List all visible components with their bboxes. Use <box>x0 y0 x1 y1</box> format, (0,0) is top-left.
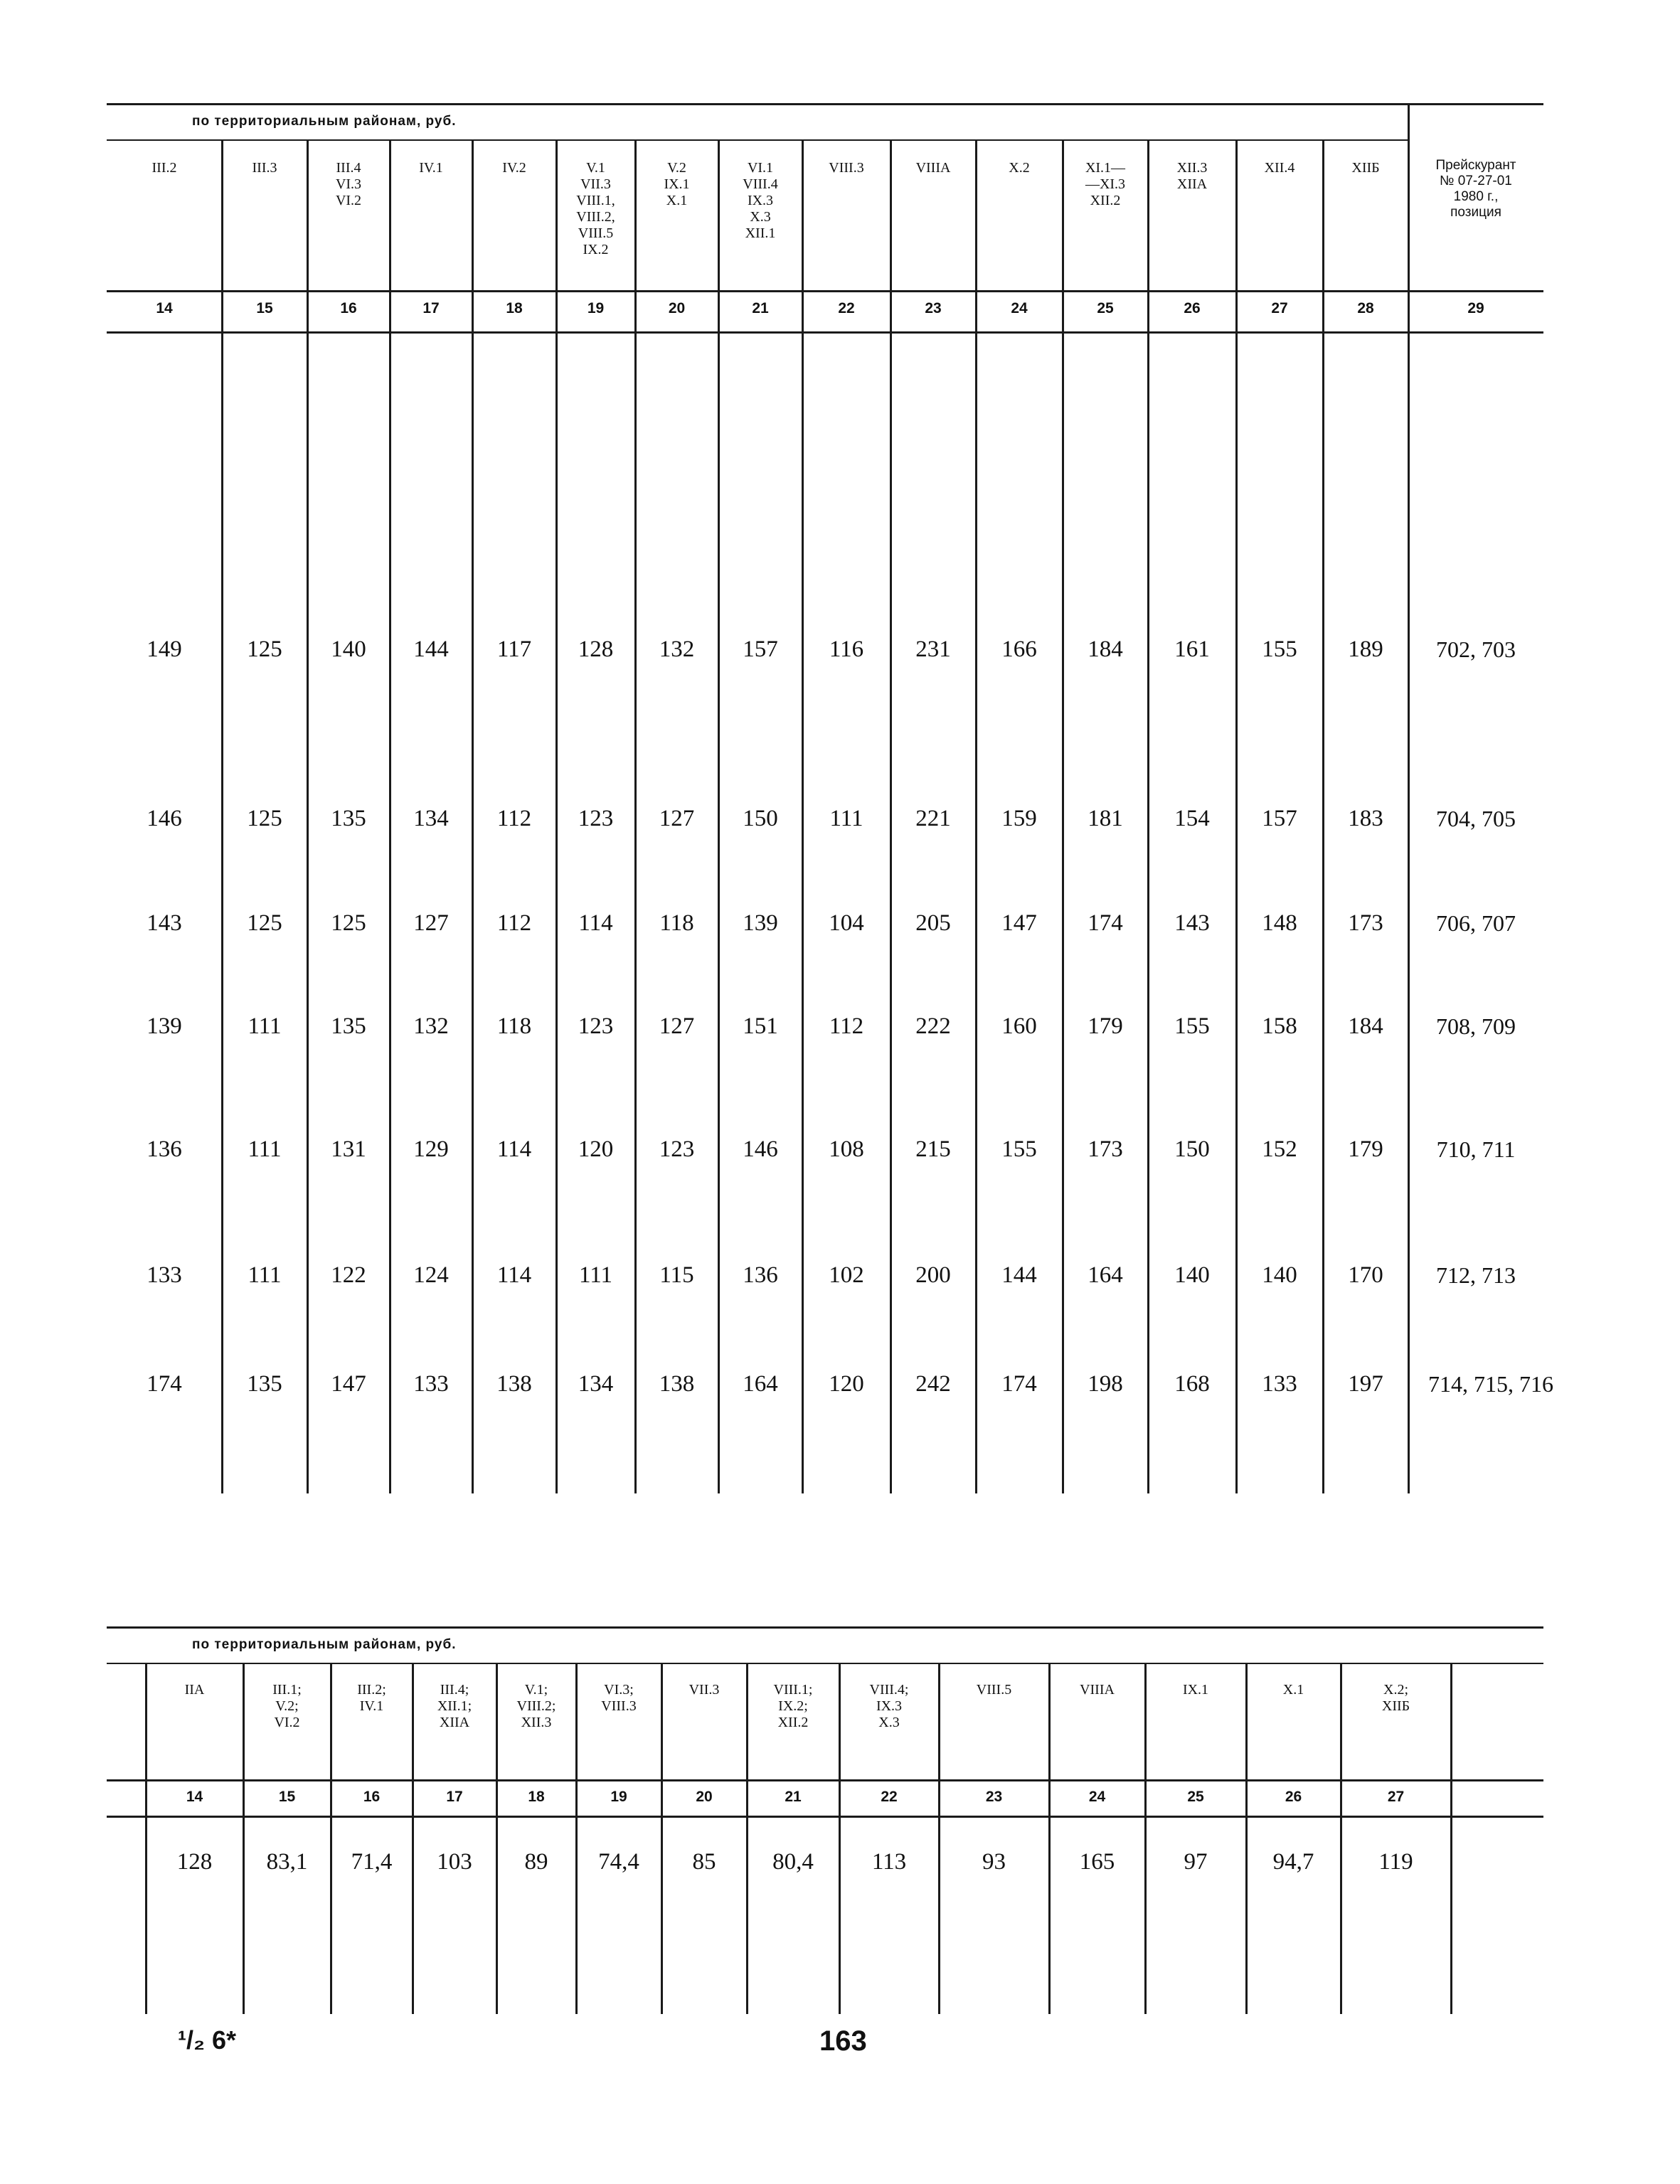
table-cell: 125 <box>247 910 282 936</box>
column-number: 28 <box>1357 300 1374 316</box>
table-cell: 93 <box>982 1849 1006 1875</box>
table-cell: 139 <box>147 1013 182 1039</box>
table-cell: 123 <box>578 1013 614 1039</box>
table-cell: 184 <box>1088 636 1123 662</box>
table-cell: 146 <box>147 806 182 831</box>
table-cell: 149 <box>147 636 182 662</box>
table-cell: 115 <box>659 1262 694 1288</box>
table-cell: 159 <box>1001 806 1037 831</box>
table-cell: 125 <box>247 636 282 662</box>
column-header: VIII.4; IX.3 X.3 <box>869 1682 909 1730</box>
table-cell: 140 <box>1262 1262 1297 1288</box>
table-cell: 164 <box>1088 1262 1123 1288</box>
column-number: 15 <box>278 1789 296 1805</box>
signature-mark: ¹/₂ 6* <box>178 2025 237 2055</box>
column-number: 23 <box>925 300 942 316</box>
column-header: III.4 VI.3 VI.2 <box>335 160 362 208</box>
table-cell: 164 <box>743 1371 778 1397</box>
column-header: VI.1 VIII.4 IX.3 X.3 XII.1 <box>743 160 778 241</box>
table-cell: 200 <box>915 1262 951 1288</box>
table-rule-top <box>107 1626 1543 1629</box>
table-cell: 151 <box>743 1013 778 1039</box>
table-cell: 173 <box>1088 1136 1123 1162</box>
table-cell: 155 <box>1174 1013 1210 1039</box>
table-cell: 160 <box>1001 1013 1037 1039</box>
table-cell: 128 <box>578 636 614 662</box>
column-header: VI.3; VIII.3 <box>601 1682 637 1714</box>
table-cell: 173 <box>1348 910 1383 936</box>
table-cell: 150 <box>743 806 778 831</box>
column-number: 20 <box>668 300 686 316</box>
column-header: XII.3 XIIA <box>1176 160 1208 192</box>
column-header: III.2 <box>151 160 177 176</box>
table-rule-top <box>107 103 1543 105</box>
table-cell: 114 <box>496 1136 532 1162</box>
table-cell: 135 <box>247 1371 282 1397</box>
table-cell: 80,4 <box>772 1849 814 1875</box>
column-number: 27 <box>1387 1789 1405 1805</box>
table-cell: 135 <box>331 806 366 831</box>
column-header: V.1 VII.3 VIII.1, VIII.2, VIII.5 IX.2 <box>576 160 615 257</box>
column-number: 16 <box>340 300 357 316</box>
column-number: 22 <box>881 1789 898 1805</box>
table-cell: 140 <box>331 636 366 662</box>
column-number: 14 <box>156 300 173 316</box>
column-header: VIIIA <box>1080 1682 1115 1698</box>
table-cell: 174 <box>1088 910 1123 936</box>
column-header: X.2; XIIБ <box>1381 1682 1410 1714</box>
table-cell: 132 <box>659 636 695 662</box>
column-number: 14 <box>186 1789 203 1805</box>
table-cell: 133 <box>147 1262 182 1288</box>
table-cell: 157 <box>743 636 778 662</box>
column-header: VII.3 <box>689 1682 720 1698</box>
table-cell: 111 <box>578 1262 613 1288</box>
table-cell: 189 <box>1348 636 1383 662</box>
table-cell: 85 <box>692 1849 716 1875</box>
table-cell: 181 <box>1088 806 1123 831</box>
table-cell: 135 <box>331 1013 366 1039</box>
price-list-position: 708, 709 <box>1436 1013 1516 1039</box>
table-cell: 147 <box>1001 910 1037 936</box>
table-cell: 133 <box>1262 1371 1297 1397</box>
table-cell: 103 <box>437 1849 472 1875</box>
column-header: VIII.3 <box>829 160 864 176</box>
table-cell: 205 <box>915 910 951 936</box>
table-cell: 112 <box>496 910 532 936</box>
table-cell: 133 <box>413 1371 449 1397</box>
table-cell: 134 <box>413 806 449 831</box>
table-cell: 114 <box>578 910 613 936</box>
column-divider <box>1245 1663 1248 2014</box>
column-number: 21 <box>752 300 769 316</box>
column-header: V.1; VIII.2; XII.3 <box>516 1682 556 1730</box>
table-cell: 150 <box>1174 1136 1210 1162</box>
table-cell: 165 <box>1079 1849 1115 1875</box>
table-cell: 183 <box>1348 806 1383 831</box>
column-header: IIA <box>184 1682 205 1698</box>
table-cell: 161 <box>1174 636 1210 662</box>
column-header: IX.1 <box>1182 1682 1209 1698</box>
column-header: XII.4 <box>1264 160 1295 176</box>
table-cell: 125 <box>331 910 366 936</box>
column-divider <box>1340 1663 1342 2014</box>
column-number: 27 <box>1271 300 1288 316</box>
table-rule-numbers-bottom <box>107 331 1543 334</box>
table-cell: 138 <box>496 1371 532 1397</box>
column-number: 26 <box>1285 1789 1302 1805</box>
column-number: 18 <box>506 300 523 316</box>
table-cell: 174 <box>147 1371 182 1397</box>
table-cell: 125 <box>247 806 282 831</box>
column-header: IV.2 <box>502 160 526 176</box>
table-cell: 120 <box>829 1371 864 1397</box>
table-rule-numbers-bottom <box>107 1816 1543 1818</box>
table-cell: 127 <box>659 806 695 831</box>
table-cell: 112 <box>496 806 532 831</box>
column-divider <box>145 1663 147 2014</box>
table-cell: 97 <box>1184 1849 1208 1875</box>
table-rule-header-bottom <box>107 1779 1543 1781</box>
column-header: XI.1— —XI.3 XII.2 <box>1085 160 1126 208</box>
table-cell: 127 <box>659 1013 695 1039</box>
table-cell: 144 <box>1001 1262 1037 1288</box>
table-cell: 147 <box>331 1371 366 1397</box>
table-cell: 123 <box>578 806 614 831</box>
column-header: III.2; IV.1 <box>357 1682 386 1714</box>
table-rule-header-bottom <box>107 290 1543 292</box>
column-header: X.2 <box>1009 160 1030 176</box>
table-cell: 139 <box>743 910 778 936</box>
price-list-position: 710, 711 <box>1436 1136 1516 1162</box>
column-header: VIIIA <box>915 160 951 176</box>
table-cell: 118 <box>659 910 694 936</box>
column-header: III.3 <box>252 160 277 176</box>
column-number: 17 <box>422 300 440 316</box>
price-list-position: 712, 713 <box>1436 1262 1516 1288</box>
table-cell: 136 <box>743 1262 778 1288</box>
column-header: III.4; XII.1; XIIA <box>437 1682 472 1730</box>
table-cell: 155 <box>1262 636 1297 662</box>
table-rule-subheader <box>107 139 1408 141</box>
column-number: 26 <box>1184 300 1201 316</box>
column-number: 17 <box>446 1789 463 1805</box>
column-header: VIII.5 <box>976 1682 1012 1698</box>
table-cell: 116 <box>829 636 864 662</box>
price-list-position: 702, 703 <box>1436 636 1516 662</box>
table-cell: 129 <box>413 1136 449 1162</box>
column-header: Прейскурант № 07-27-01 1980 г., позиция <box>1435 158 1516 220</box>
column-number: 19 <box>587 300 605 316</box>
table-cell: 111 <box>248 1262 282 1288</box>
table-cell: 158 <box>1262 1013 1297 1039</box>
table-cell: 131 <box>331 1136 366 1162</box>
table-cell: 166 <box>1001 636 1037 662</box>
table-cell: 136 <box>147 1136 182 1162</box>
column-header: V.2 IX.1 X.1 <box>664 160 690 208</box>
table-cell: 111 <box>248 1136 282 1162</box>
table-cell: 198 <box>1088 1371 1123 1397</box>
table-cell: 197 <box>1348 1371 1383 1397</box>
table-cell: 140 <box>1174 1262 1210 1288</box>
column-header: IV.1 <box>419 160 443 176</box>
column-header: III.1; V.2; VI.2 <box>272 1682 302 1730</box>
table-cell: 120 <box>578 1136 614 1162</box>
column-number: 16 <box>363 1789 381 1805</box>
table-cell: 134 <box>578 1371 614 1397</box>
table-cell: 242 <box>915 1371 951 1397</box>
table-cell: 83,1 <box>266 1849 308 1875</box>
table-cell: 215 <box>915 1136 951 1162</box>
table-cell: 117 <box>496 636 532 662</box>
table-rule-subheader <box>107 1663 1543 1664</box>
table-cell: 94,7 <box>1272 1849 1314 1875</box>
table-cell: 148 <box>1262 910 1297 936</box>
table-cell: 144 <box>413 636 449 662</box>
table-cell: 132 <box>413 1013 449 1039</box>
table-cell: 170 <box>1348 1262 1383 1288</box>
column-number: 25 <box>1187 1789 1204 1805</box>
table-cell: 111 <box>248 1013 282 1039</box>
table-cell: 102 <box>829 1262 864 1288</box>
column-number: 29 <box>1467 300 1484 316</box>
column-number: 25 <box>1097 300 1114 316</box>
column-number: 18 <box>528 1789 545 1805</box>
table-cell: 71,4 <box>351 1849 393 1875</box>
table-cell: 231 <box>915 636 951 662</box>
table-cell: 184 <box>1348 1013 1383 1039</box>
table-caption: по территориальным районам, руб. <box>192 114 457 129</box>
table-cell: 119 <box>1378 1849 1413 1875</box>
table-cell: 114 <box>496 1262 532 1288</box>
table-cell: 122 <box>331 1262 366 1288</box>
price-list-position: 704, 705 <box>1436 806 1516 831</box>
table-cell: 74,4 <box>598 1849 639 1875</box>
table-cell: 128 <box>176 1849 213 1875</box>
column-divider <box>1450 1663 1452 2014</box>
table-cell: 221 <box>915 806 951 831</box>
table-cell: 124 <box>413 1262 449 1288</box>
table-cell: 89 <box>524 1849 548 1875</box>
table-cell: 127 <box>413 910 449 936</box>
table-cell: 111 <box>829 806 863 831</box>
table-cell: 143 <box>1174 910 1210 936</box>
table-cell: 152 <box>1262 1136 1297 1162</box>
table-cell: 179 <box>1348 1136 1383 1162</box>
column-number: 23 <box>985 1789 1003 1805</box>
column-number: 24 <box>1088 1789 1106 1805</box>
column-header: XIIБ <box>1351 160 1380 176</box>
table-cell: 104 <box>829 910 864 936</box>
table-caption: по территориальным районам, руб. <box>192 1637 457 1652</box>
column-header: X.1 <box>1282 1682 1304 1698</box>
column-number: 19 <box>610 1789 627 1805</box>
table-cell: 222 <box>915 1013 951 1039</box>
table-cell: 157 <box>1262 806 1297 831</box>
column-divider <box>661 1663 663 2014</box>
column-header: VIII.1; IX.2; XII.2 <box>773 1682 813 1730</box>
table-cell: 108 <box>829 1136 864 1162</box>
table-cell: 179 <box>1088 1013 1123 1039</box>
table-cell: 143 <box>147 910 182 936</box>
column-number: 24 <box>1011 300 1028 316</box>
table-cell: 168 <box>1174 1371 1210 1397</box>
table-cell: 123 <box>659 1136 695 1162</box>
price-list-position: 714, 715, 716 <box>1428 1371 1553 1397</box>
table-cell: 155 <box>1001 1136 1037 1162</box>
table-cell: 118 <box>496 1013 532 1039</box>
column-number: 21 <box>785 1789 802 1805</box>
column-number: 22 <box>838 300 855 316</box>
table-cell: 112 <box>829 1013 864 1039</box>
table-cell: 113 <box>871 1849 907 1875</box>
table-cell: 138 <box>659 1371 695 1397</box>
page-number: 163 <box>819 2025 867 2057</box>
column-divider <box>1048 1663 1051 2014</box>
table-cell: 174 <box>1001 1371 1037 1397</box>
column-number: 20 <box>696 1789 713 1805</box>
table-cell: 154 <box>1174 806 1210 831</box>
column-number: 15 <box>256 300 273 316</box>
price-list-position: 706, 707 <box>1436 910 1516 936</box>
table-cell: 146 <box>743 1136 778 1162</box>
column-divider <box>1144 1663 1147 2014</box>
